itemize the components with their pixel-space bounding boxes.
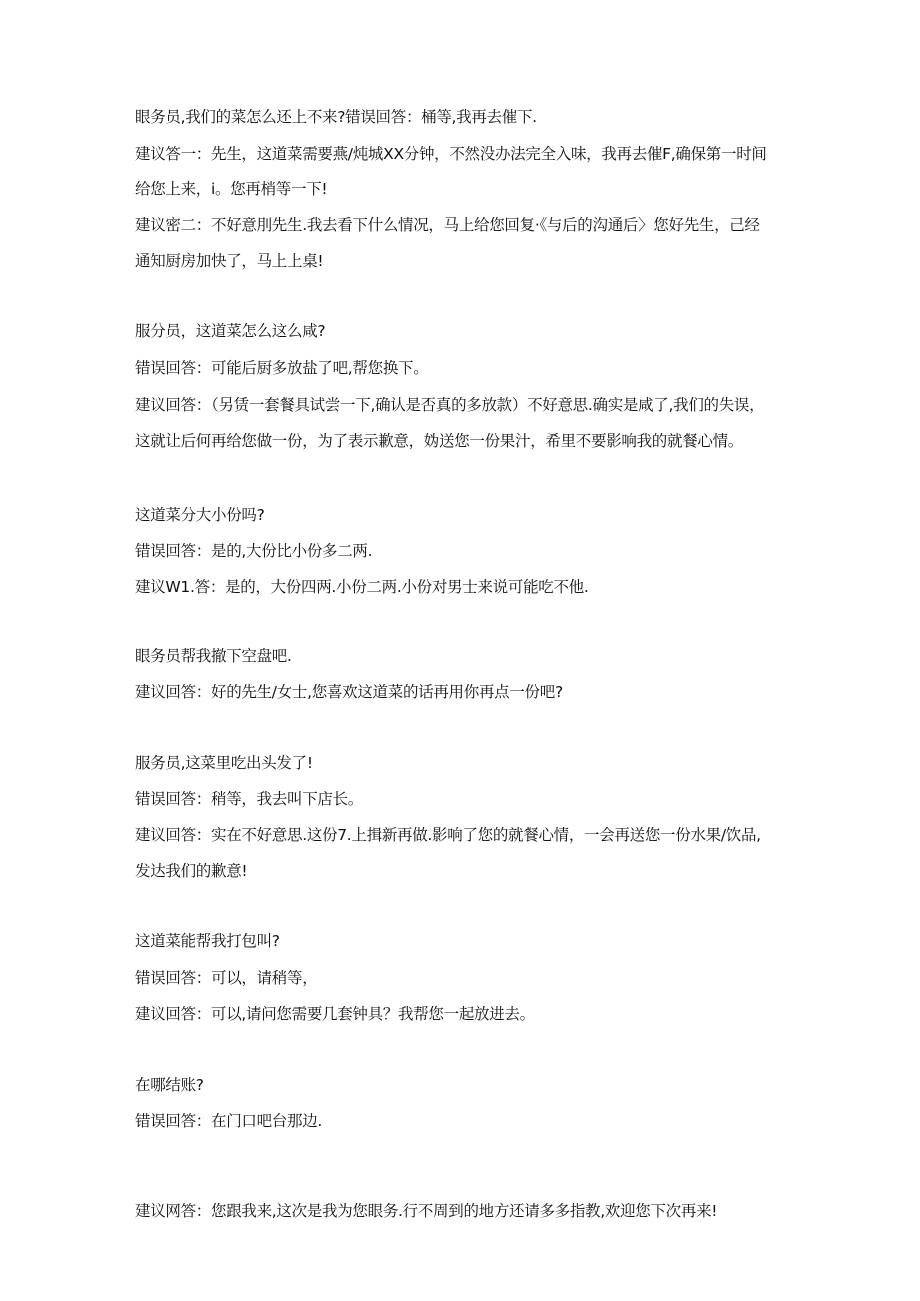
text-line: 错误回答：在门口吧台那边. [135, 1112, 323, 1130]
text-line: 服分员，这道菜怎么这么咸? [135, 322, 326, 340]
text-line: 建议答一：先生，这道菜需要燕/炖城XX分钟，不然没办法完全入味，我再去催F,确保第一时间 [135, 145, 767, 163]
text-line: 通知厨房加快了，马上上桌! [135, 252, 324, 270]
text-line: 建议回答：可以,请问您需要几套钟具？我帮您一起放进去。 [135, 1005, 535, 1023]
text-line: 建议回答：（另赁一套餐具试尝一下,确认是否真的多放款）不好意思.确实是咸了,我们的失误， [135, 396, 765, 414]
text-line: 在哪结账? [135, 1076, 204, 1094]
text-line: 发达我们的歉意! [135, 862, 248, 880]
text-line: 错误回答：可能后厨多放盐了吧,帮您换下。 [135, 359, 429, 377]
text-line: 这道菜分大小份吗? [135, 506, 265, 524]
text-line: 建议密二：不好意刖先生.我去看下什么情况，马上给您回复·《与后的沟通后〉您好先生，己经 [135, 216, 760, 234]
text-line: 建议网答：您跟我来,这次是我为您眼务.行不周到的地方还请多多指教,欢迎您下次再来! [135, 1202, 718, 1220]
text-line: 错误回答：稍等，我去叫下店长。 [135, 790, 364, 808]
text-line: 这就让后何再给您做一份，为了表示歉意，妫送您一份果汁，希里不要影响我的就餐心情。 [135, 432, 744, 450]
text-line: 眼务员帮我撤下空盘吧. [135, 647, 292, 665]
text-line: 建议回答：实在不好意思.这份7.上揖新再做.影响了您的就餐心情，一会再送您一份水果/饮品, [135, 826, 761, 844]
text-line: 错误回答：是的,大份比小份多二两. [135, 542, 373, 560]
text-line: 服务员,这菜里吃出头发了! [135, 754, 313, 772]
text-line: 建议回答：好的先生/女士,您喜欢这道菜的话再用你再点一份吧? [135, 683, 563, 701]
text-line: 建议W1.答：是的，大份四两.小份二两.小份对男士来说可能吃不他. [135, 578, 589, 596]
text-line: 眼务员,我们的菜怎么还上不来?错误回答：桶等,我再去催下. [135, 108, 537, 126]
text-line: 错误回答：可以，请稍等， [135, 969, 318, 987]
text-line: 这道菜能帮我打包叫? [135, 932, 280, 950]
text-line: 给您上来，i。您再梢等一下! [135, 180, 328, 198]
